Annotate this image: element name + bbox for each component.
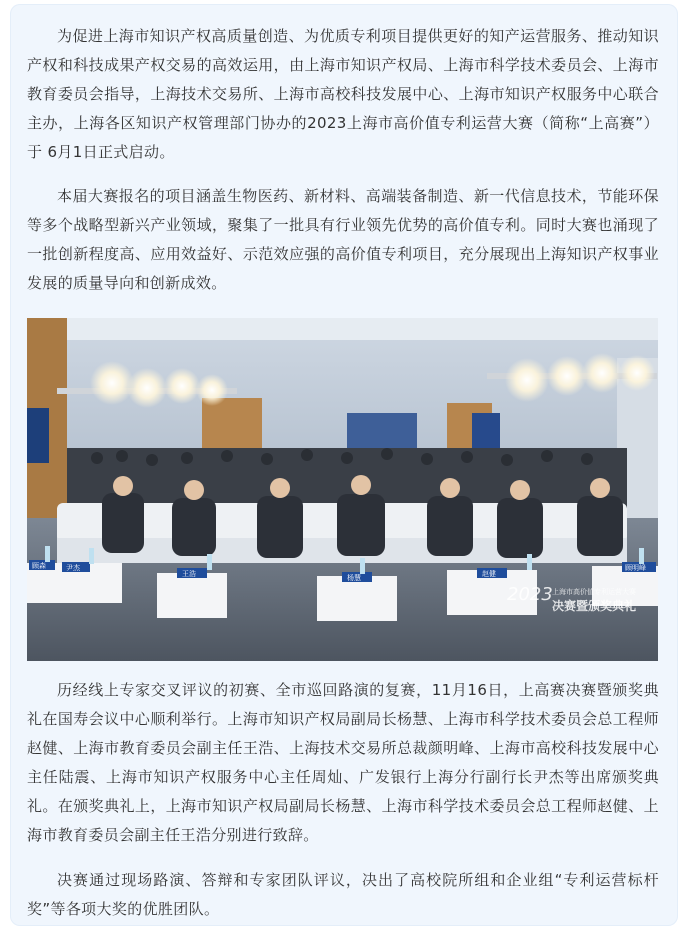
name-card-6: 顾明峰 [625,564,646,572]
paragraph-scope: 本届大赛报名的项目涵盖生物医药、新材料、高端装备制造、新一代信息技术，节能环保等多个战略型新兴产业领域，聚集了一批具有行业领先优势的高价值专利。同时大赛也涌现了一批创新程度高、应用效益好、示范效应强的高价值专利项目，充分展现出上海知识产权事业发展的质量导向和创新成效。 [27,187,659,292]
paragraph-winners: 决赛通过现场路演、答辩和专家团队评议，决出了高校院所组和企业组“专利运营标杆奖”等各项大奖的优胜团队。 [27,871,659,918]
paragraph-intro: 为促进上海市知识产权高质量创造、为优质专利项目提供更好的知产运营服务、推动知识产权和科技成果产权交易的高效运用，由上海市知识产权局、上海市科学技术委员会、上海市教育委员会指导，上海技术交易所、上海市高校科技发展中心、上海市知识产权服务中心联合主办，上海各区知识产权管理部门协办的2023上海市高价值专利运营大赛（简称“上高赛”）于 6月1日正式启动。 [27,27,659,161]
photo-caption-small: 上海市高价值专利运营大赛 [552,588,636,596]
name-card-5: 赵健 [482,570,496,578]
name-card-1: 顾森 [32,562,46,570]
name-card-3: 王浩 [182,570,196,578]
name-card-4: 杨慧 [347,574,361,582]
photo-caption-large: 决赛暨颁奖典礼 [552,599,637,613]
name-card-2: 尹杰 [66,564,80,572]
paragraph-final-ceremony: 历经线上专家交叉评议的初赛、全市巡回路演的复赛，11月16日，上高赛决赛暨颁奖典礼在国寿会议中心顺利举行。上海市知识产权局副局长杨慧、上海市科学技术委员会总工程师赵健、上海市教育委员会副主任王浩、上海技术交易所总裁颜明峰、上海市高校科技发展中心主任陆震、上海市知识产权服务中心主任周灿、广发银行上海分行副行长尹杰等出席颁奖典礼。在颁奖典礼上，上海市知识产权局副局长杨慧、上海市科学技术委员会总工程师赵健、上海市教育委员会副主任王浩分别进行致辞。 [27,681,659,844]
photo-year-mark: 2023 [507,584,553,605]
event-photo [27,318,658,661]
